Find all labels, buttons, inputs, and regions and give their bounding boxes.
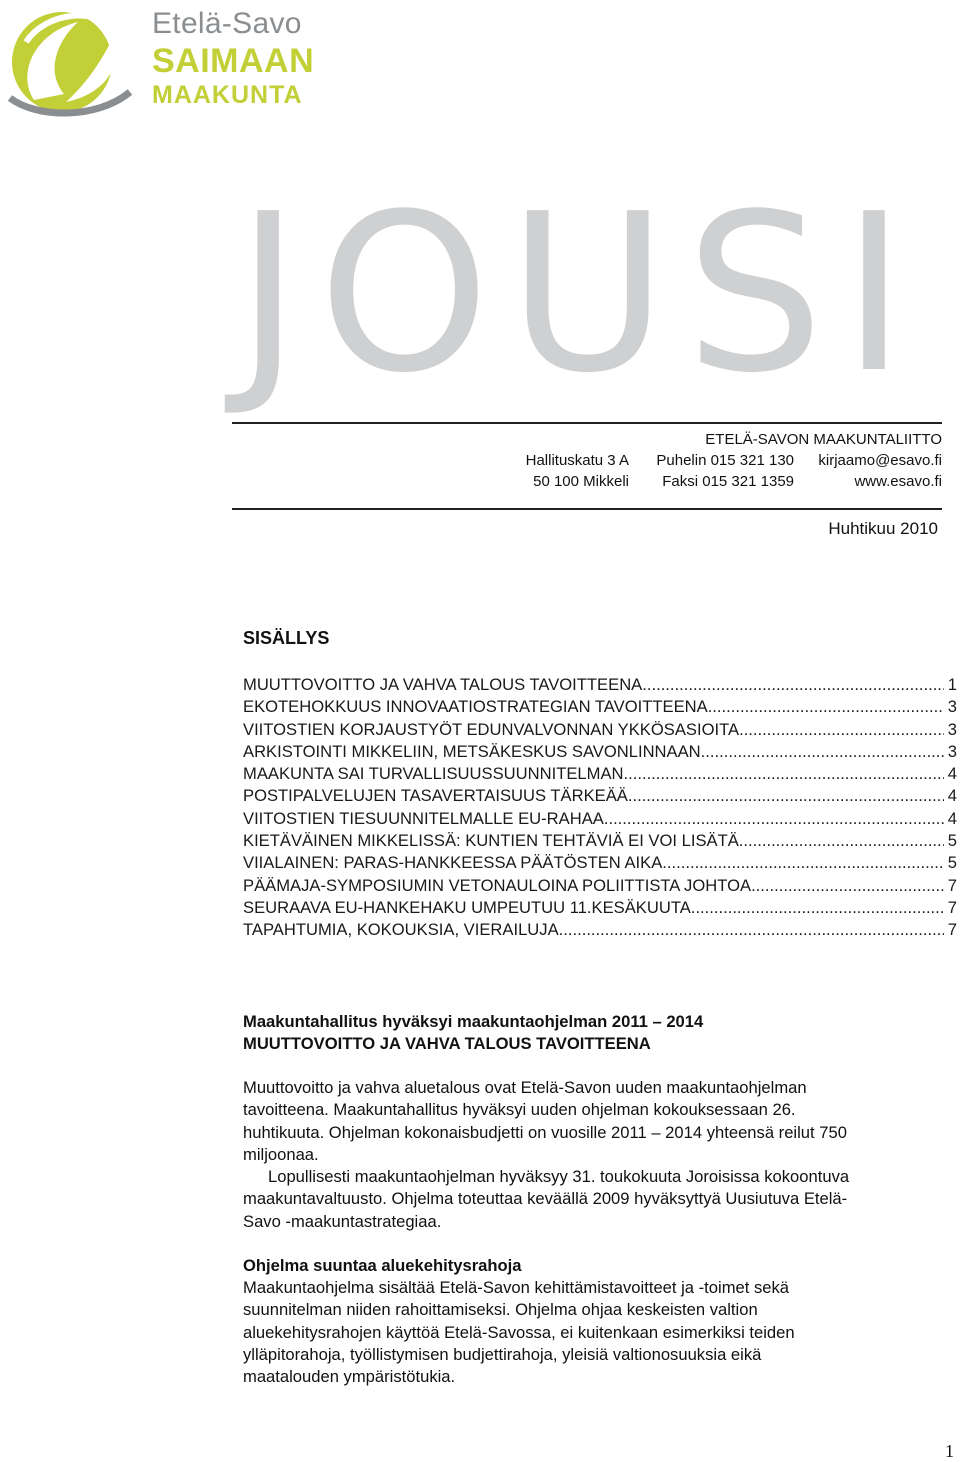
paragraph-line: Maakuntaohjelma sisältää Etelä-Savon kehittämistavoitteet ja -toimet sekä — [243, 1278, 790, 1298]
toc-entry-page: 3 — [947, 719, 957, 739]
toc-entry-title: KIETÄVÄINEN MIKKELISSÄ: KUNTIEN TEHTÄVIÄ EI VOI LISÄTÄ — [243, 831, 739, 851]
toc-leader-dots — [559, 919, 944, 941]
toc-entry-page: 1 — [947, 675, 957, 694]
paragraph-line: Lopullisesti maakuntaohjelman hyväksyy 31. toukokuuta Joroisissa kokoontuva — [268, 1167, 850, 1187]
toc-entry-title: SEURAAVA EU-HANKEHAKU UMPEUTUU 11.KESÄKUUTA — [243, 897, 691, 917]
toc-leader-dots — [751, 875, 944, 897]
article-paragraph — [243, 1077, 955, 1166]
toc-leader-dots — [642, 674, 944, 696]
toc-entry-page: 7 — [947, 875, 957, 895]
phone: Puhelin 015 321 130 — [656, 452, 794, 469]
toc-entry-page: 4 — [947, 786, 957, 806]
toc-leader-dots — [628, 785, 944, 807]
logo-wordmark — [152, 6, 314, 110]
newsletter-title: JOUSI — [236, 168, 925, 421]
logo-emblem-icon — [6, 2, 146, 120]
toc-entry[interactable] — [243, 919, 957, 941]
paragraph-line: ylläpitorahoja, työllistymisen budjettirahoja, yleisiä valtionosuuksia eikä — [243, 1344, 762, 1364]
toc-leader-dots — [739, 719, 944, 741]
toc-leader-dots — [691, 897, 944, 919]
paragraph-line: tavoitteena. Maakuntahallitus hyväksyi uuden ohjelman kokouksessaan 26. — [243, 1100, 796, 1120]
toc-entry-page: 7 — [947, 920, 957, 940]
article — [243, 1011, 955, 1389]
table-of-contents — [243, 674, 957, 942]
organization-contact — [499, 430, 942, 492]
article-paragraph — [243, 1166, 955, 1233]
address-city: 50 100 Mikkeli — [533, 473, 629, 490]
toc-entry[interactable] — [243, 808, 957, 830]
toc-entry[interactable] — [243, 741, 957, 763]
header-rule-bottom — [232, 508, 942, 510]
toc-entry-page: 4 — [947, 764, 957, 784]
toc-entry-title: PÄÄMAJA-SYMPOSIUMIN VETONAULOINA POLIITTISTA JOHTOA — [243, 875, 752, 895]
toc-entry-title: EKOTEHOKKUUS INNOVAATIOSTRATEGIAN TAVOITTEENA — [243, 697, 708, 717]
toc-entry[interactable] — [243, 674, 957, 696]
toc-entry-page: 3 — [947, 741, 957, 761]
paragraph-line: maakuntavaltuusto. Ohjelma toteuttaa keväällä 2009 hyväksyttyä Uusiutuva Etelä- — [243, 1189, 848, 1209]
website-link[interactable]: www.esavo.fi — [854, 473, 942, 490]
contact-row — [499, 471, 942, 492]
toc-heading: SISÄLLYS — [243, 628, 330, 648]
paragraph-line: suunnitelman niiden rahoittamiseksi. Ohjelma ohjaa keskeisten valtion — [243, 1300, 758, 1320]
toc-leader-dots — [624, 763, 944, 785]
paragraph-line: huhtikuuta. Ohjelman kokonaisbudjetti on vuosille 2011 – 2014 yhteensä reilut 750 — [243, 1122, 847, 1142]
toc-entry[interactable] — [243, 696, 957, 718]
organization-name: ETELÄ-SAVON MAAKUNTALIITTO — [705, 431, 942, 448]
logo-region-name: Etelä-Savo — [152, 7, 302, 40]
paragraph-line: Muuttovoitto ja vahva aluetalous ovat Etelä-Savon uuden maakuntaohjelman — [243, 1078, 807, 1097]
fax: Faksi 015 321 1359 — [662, 473, 794, 490]
toc-entry-title: ARKISTOINTI MIKKELIIN, METSÄKESKUS SAVONLINNAAN — [243, 741, 701, 761]
toc-entry-title: VIIALAINEN: PARAS-HANKKEESSA PÄÄTÖSTEN AIKA — [243, 853, 663, 873]
toc-entry[interactable] — [243, 719, 957, 741]
toc-entry-page: 5 — [947, 853, 957, 873]
paragraph-line: miljoonaa. — [243, 1144, 319, 1164]
toc-entry-page: 3 — [947, 697, 957, 717]
toc-entry-page: 5 — [947, 831, 957, 851]
logo-saimaan: SAIMAAN — [152, 42, 315, 80]
paragraph-line: maatalouden ympäristötukia. — [243, 1367, 456, 1387]
toc-entry[interactable] — [243, 785, 957, 807]
article-paragraph — [243, 1277, 955, 1388]
toc-entry-page: 7 — [947, 897, 957, 917]
toc-entry-title: VIITOSTIEN TIESUUNNITELMALLE EU-RAHAA — [243, 808, 604, 828]
paragraph-line: aluekehitysrahojen käyttöä Etelä-Savossa, ei kuitenkaan esimerkiksi teiden — [243, 1322, 795, 1342]
toc-leader-dots — [604, 808, 944, 830]
toc-entry-page: 4 — [947, 808, 957, 828]
toc-leader-dots — [739, 830, 944, 852]
paragraph-line: Savo -maakuntastrategiaa. — [243, 1211, 442, 1231]
header-rule-top — [232, 422, 942, 424]
logo-maakunta: MAAKUNTA — [152, 81, 303, 109]
page-number: 1 — [945, 1441, 954, 1461]
toc-leader-dots — [701, 741, 944, 763]
toc-entry-title: MUUTTOVOITTO JA VAHVA TALOUS TAVOITTEENA — [243, 675, 643, 694]
toc-entry[interactable] — [243, 763, 957, 785]
contact-row — [499, 450, 942, 471]
toc-leader-dots — [662, 852, 943, 874]
logo — [6, 2, 315, 120]
toc-leader-dots — [708, 696, 944, 718]
toc-entry[interactable] — [243, 897, 957, 919]
toc-entry-title: VIITOSTIEN KORJAUSTYÖT EDUNVALVONNAN YKKÖSASIOITA — [243, 719, 740, 739]
article-subtitle: MUUTTOVOITTO JA VAHVA TALOUS TAVOITTEENA — [243, 1034, 651, 1053]
toc-entry-title: POSTIPALVELUJEN TASAVERTAISUUS TÄRKEÄÄ — [243, 786, 628, 806]
section-heading: Ohjelma suuntaa aluekehitysrahoja — [243, 1256, 522, 1276]
toc-entry[interactable] — [243, 830, 957, 852]
email-link[interactable]: kirjaamo@esavo.fi — [818, 452, 942, 469]
issue-date: Huhtikuu 2010 — [828, 519, 938, 538]
address-street: Hallituskatu 3 A — [525, 452, 629, 469]
article-heading: Maakuntahallitus hyväksyi maakuntaohjelman 2011 – 2014 — [243, 1012, 704, 1031]
toc-entry[interactable] — [243, 875, 957, 897]
toc-entry-title: TAPAHTUMIA, KOKOUKSIA, VIERAILUJA — [243, 920, 559, 940]
toc-entry-title: MAAKUNTA SAI TURVALLISUUSSUUNNITELMAN — [243, 764, 624, 784]
toc-entry[interactable] — [243, 852, 957, 874]
